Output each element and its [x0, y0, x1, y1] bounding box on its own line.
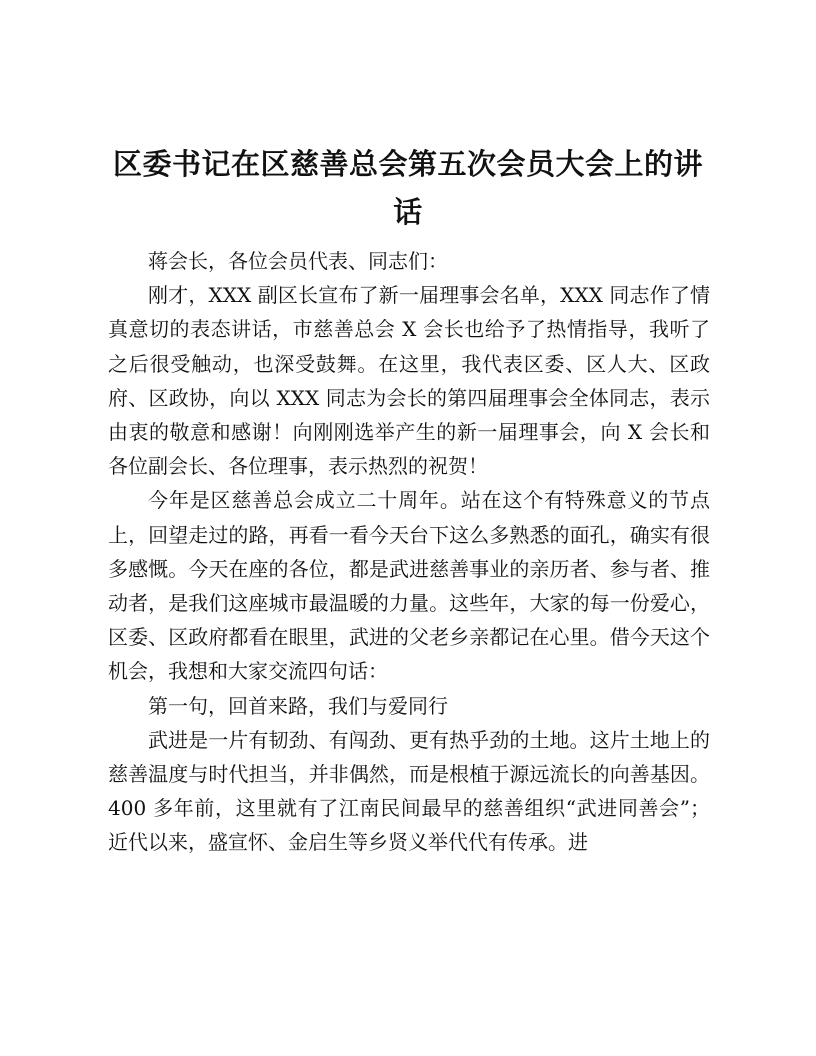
body-paragraph: 武进是一片有韧劲、有闯劲、更有热乎劲的土地。这片土地上的慈善温度与时代担当，并非偶然，而是根植于源远流长的向善基因。400 多年前，这里就有了江南民间最早的慈善组织“武进同善会”；近代以来，盛宣怀、金启生等乡贤义举代代有传承。进: [108, 727, 710, 855]
document-body: [108, 244, 710, 860]
body-paragraph: 今年是区慈善总会成立二十周年。站在这个有特殊意义的节点上，回望走过的路，再看一看今天台下这么多熟悉的面孔，确实有很多感慨。今天在座的各位，都是武进慈善事业的亲历者、参与者、推动者，是我们这座城市最温暖的力量。这些年，大家的每一份爱心，区委、区政府都看在眼里，武进的父老乡亲都记在心里。借今天这个机会，我想和大家交流四句话：: [108, 488, 710, 684]
document-title: 区委书记在区慈善总会第五次会员大会上的讲话: [112, 147, 703, 229]
section-heading: 第一句，回首来路，我们与爱同行: [148, 693, 448, 718]
salutation-paragraph: 蒋会长，各位会员代表、同志们：: [148, 249, 448, 273]
body-paragraph: 刚才，XXX 副区长宣布了新一届理事会名单，XXX 同志作了情真意切的表态讲话，市慈善总会 X 会长也给予了热情指导，我听了之后很受触动，也深受鼓舞。在这里，我代表区委、区人大、区政府、区政协，向以 XXX 同志为会长的第四届理事会全体同志，表示由衷的敬意和感谢！向刚刚选举产生的新一届理事会，向 X 会长和各位副会长、各位理事，表示热烈的祝贺！: [108, 283, 710, 479]
